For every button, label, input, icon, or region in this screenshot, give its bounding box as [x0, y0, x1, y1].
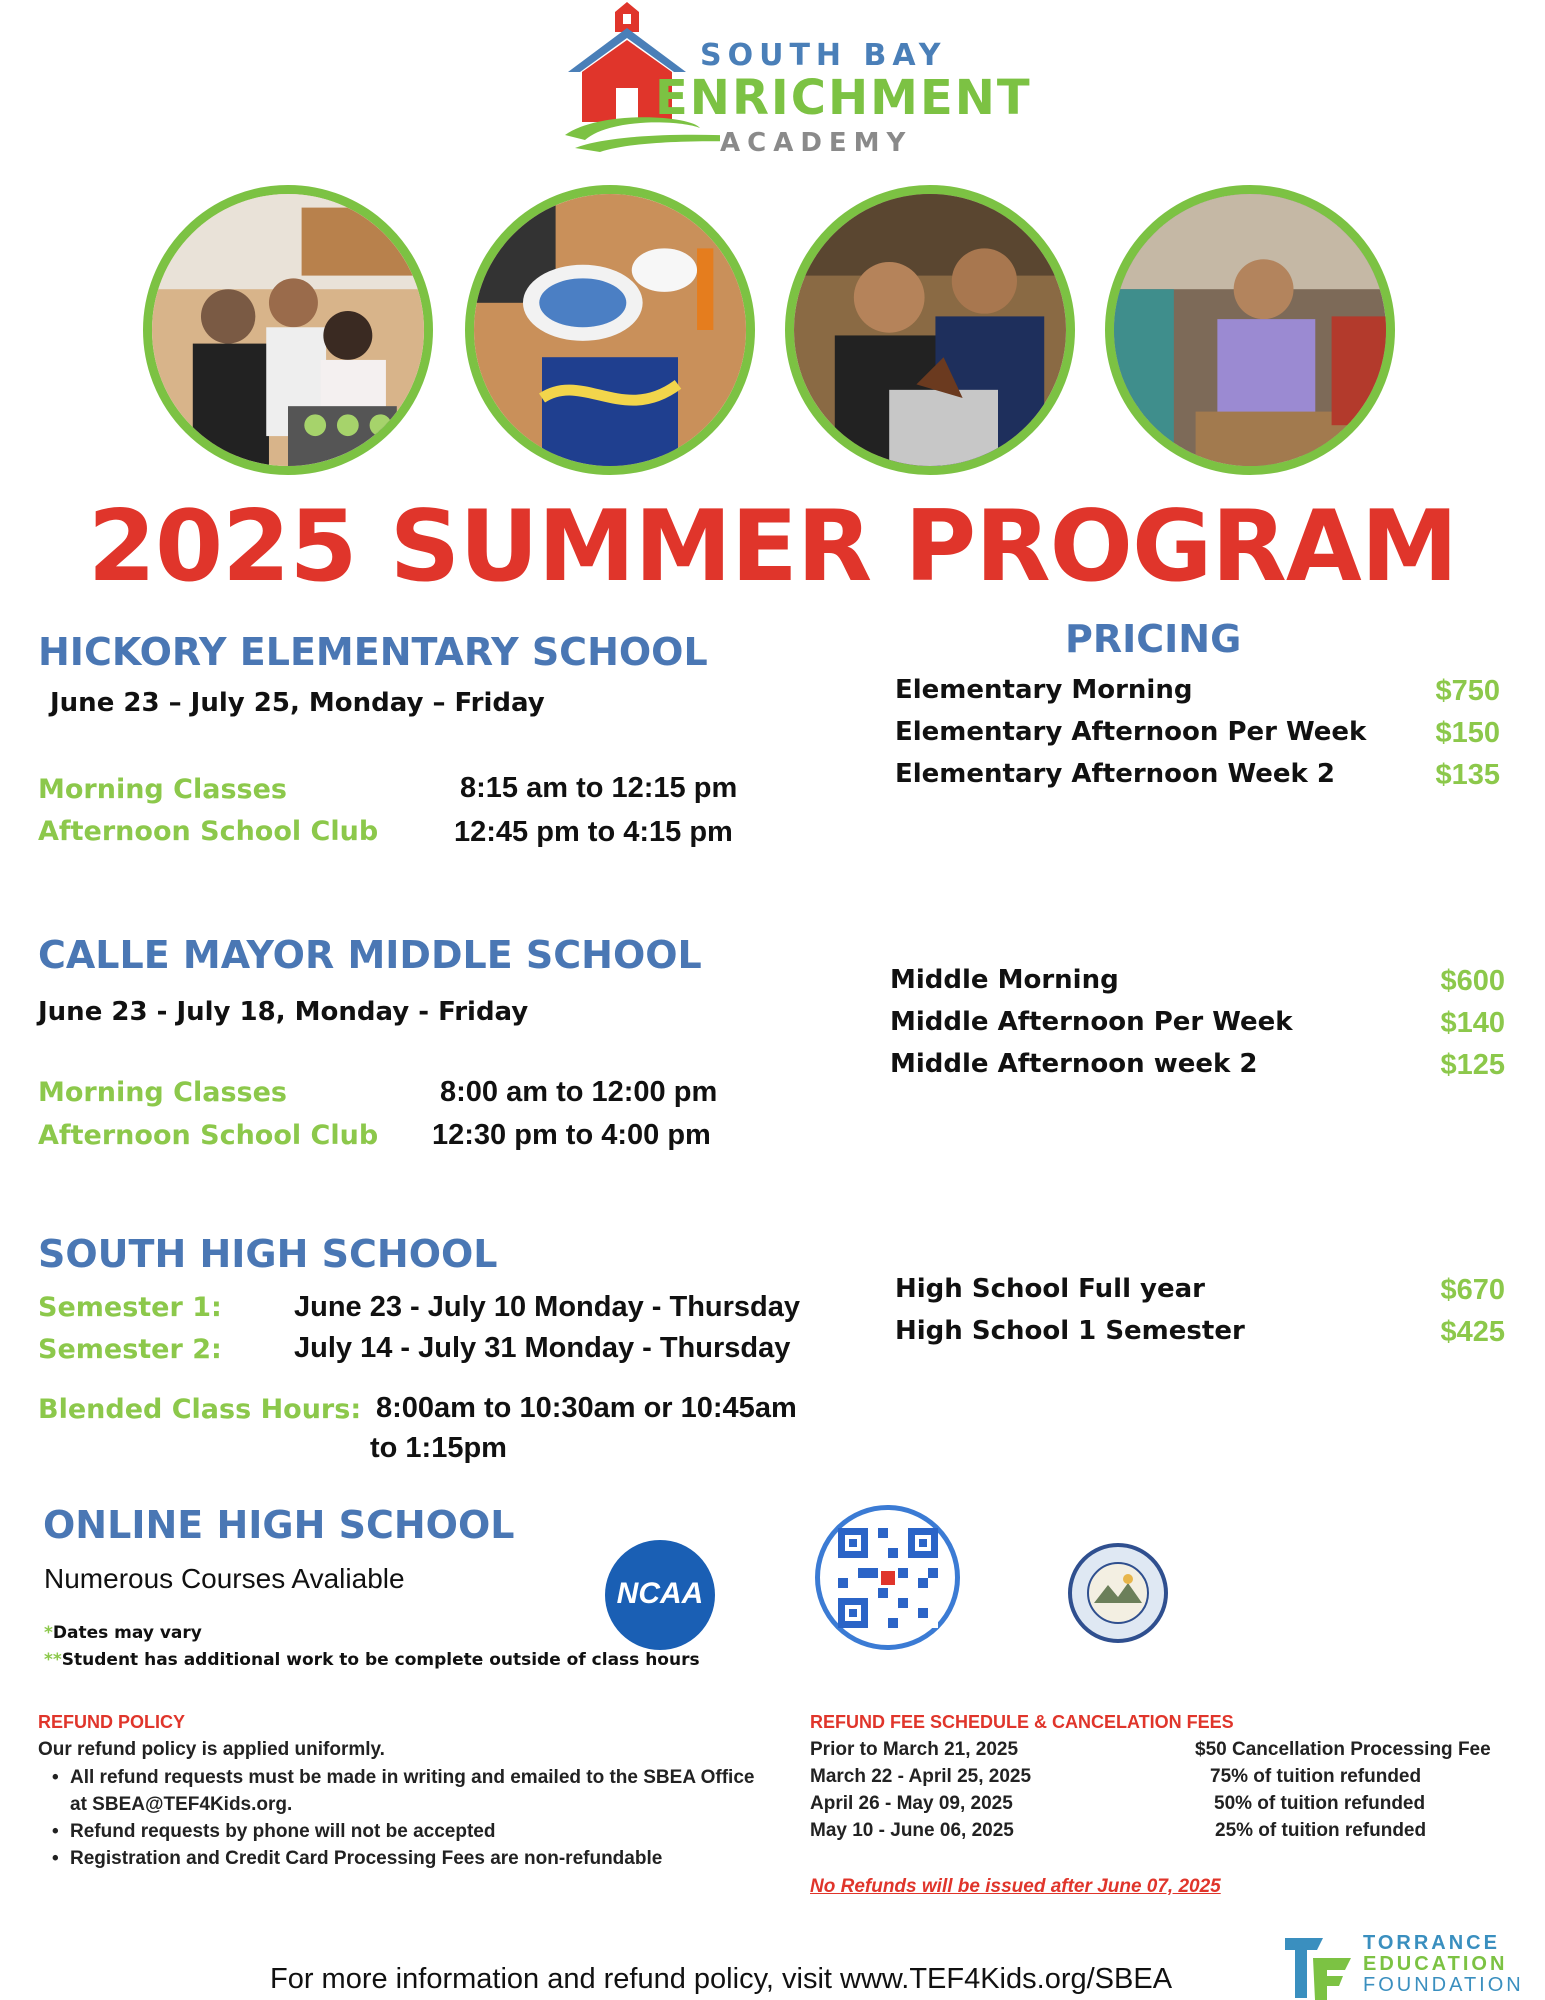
photo-cooking-class [143, 185, 433, 475]
refund-policy-intro: Our refund policy is applied uniformly. [38, 1739, 385, 1760]
refund-bullet [38, 1764, 798, 1818]
price-item-name: High School Full year [895, 1274, 1205, 1304]
footer-info-link[interactable]: For more information and refund policy, visit www.TEF4Kids.org/SBEA [270, 1963, 1173, 1995]
refund-bullet-text: All refund requests must be made in writing and emailed to the SBEA Office [70, 1767, 755, 1788]
refund-bullet [38, 1818, 798, 1845]
ncaa-logo [605, 1540, 715, 1650]
south-heading: SOUTH HIGH SCHOOL [38, 1232, 498, 1276]
note2-mark: ** [44, 1650, 62, 1670]
program-title: 2025 SUMMER PROGRAM [87, 490, 1458, 604]
price-item-value: $425 [1440, 1316, 1505, 1348]
hickory-heading: HICKORY ELEMENTARY SCHOOL [38, 630, 708, 674]
hickory-afternoon-time: 12:45 pm to 4:15 pm [454, 816, 733, 848]
price-item-name: Middle Morning [890, 965, 1119, 995]
calle-afternoon-label: Afternoon School Club [38, 1120, 379, 1151]
price-item-name: High School 1 Semester [895, 1316, 1245, 1346]
note1-mark: * [44, 1623, 53, 1643]
price-item-name: Elementary Morning [895, 675, 1193, 705]
academy-logo [560, 0, 1032, 165]
price-item-value: $125 [1440, 1049, 1505, 1081]
semester2-label: Semester 2: [38, 1334, 222, 1365]
fee-row-fee: 75% of tuition refunded [1210, 1766, 1422, 1787]
fee-row-period: April 26 - May 09, 2025 [810, 1793, 1013, 1814]
ncaa-logo-text: NCAA [616, 1577, 704, 1610]
price-item-value: $750 [1435, 675, 1500, 707]
fee-row-period: March 22 - April 25, 2025 [810, 1766, 1032, 1787]
wasc-seal-graphic [1072, 1547, 1164, 1639]
tef-logo [1283, 1930, 1528, 2000]
note1-text: Dates may vary [52, 1623, 202, 1643]
logo-line-south-bay: SOUTH BAY [700, 38, 947, 73]
photo-science-class [785, 185, 1075, 475]
refund-email: at SBEA@TEF4Kids.org. [70, 1794, 293, 1815]
photo-woodshop-class [1105, 185, 1395, 475]
price-item-value: $670 [1440, 1274, 1505, 1306]
logo-line-enrichment: ENRICHMENT [655, 70, 1032, 126]
refund-bullet-text: Registration and Credit Card Processing Fees are non-refundable [70, 1848, 663, 1869]
price-item-value: $600 [1440, 965, 1505, 997]
hickory-dates: June 23 – July 25, Monday – Friday [50, 688, 545, 718]
photo-art-class [465, 185, 755, 475]
fee-row-fee: 50% of tuition refunded [1214, 1793, 1426, 1814]
refund-bullet-text: Refund requests by phone will not be accepted [70, 1821, 496, 1842]
refund-bullet [38, 1845, 798, 1872]
note-dates-vary [44, 1623, 202, 1643]
hickory-morning-label: Morning Classes [38, 774, 287, 805]
wasc-seal [1068, 1543, 1168, 1643]
semester2-dates: July 14 - July 31 Monday - Thursday [294, 1332, 791, 1364]
calle-morning-label: Morning Classes [38, 1077, 287, 1108]
price-item-name: Middle Afternoon Per Week [890, 1007, 1293, 1037]
semester1-label: Semester 1: [38, 1292, 222, 1323]
fee-row-fee: 25% of tuition refunded [1215, 1820, 1427, 1841]
price-item-name: Middle Afternoon week 2 [890, 1049, 1258, 1079]
refund-policy-heading: REFUND POLICY [38, 1712, 186, 1732]
note-additional-work [44, 1650, 700, 1670]
hickory-morning-time: 8:15 am to 12:15 pm [460, 772, 738, 804]
hickory-afternoon-label: Afternoon School Club [38, 816, 379, 847]
calle-morning-time: 8:00 am to 12:00 pm [440, 1076, 718, 1108]
online-heading: ONLINE HIGH SCHOOL [43, 1503, 515, 1547]
calle-dates: June 23 - July 18, Monday - Friday [38, 997, 529, 1027]
no-refunds-notice: No Refunds will be issued after June 07, 2025 [810, 1876, 1221, 1897]
qr-code-pattern [838, 1528, 938, 1628]
fee-row-period: May 10 - June 06, 2025 [810, 1820, 1014, 1841]
blended-label: Blended Class Hours: [38, 1394, 362, 1425]
price-item-value: $150 [1435, 717, 1500, 749]
semester1-dates: June 23 - July 10 Monday - Thursday [294, 1291, 801, 1323]
tef-line-foundation: FOUNDATION [1363, 1974, 1524, 1996]
qr-code[interactable] [815, 1505, 960, 1650]
tef-mark-icon [1283, 1930, 1353, 2000]
fee-row-fee: $50 Cancellation Processing Fee [1195, 1739, 1491, 1760]
calle-heading: CALLE MAYOR MIDDLE SCHOOL [38, 933, 702, 977]
refund-policy-list [38, 1764, 798, 1872]
price-item-value: $140 [1440, 1007, 1505, 1039]
note2-text: Student has additional work to be complete outside of class hours [61, 1650, 700, 1670]
tef-line-torrance: TORRANCE [1363, 1932, 1500, 1954]
blended-hours-line1: 8:00am to 10:30am or 10:45am [376, 1392, 797, 1424]
price-item-name: Elementary Afternoon Week 2 [895, 759, 1335, 789]
calle-afternoon-time: 12:30 pm to 4:00 pm [432, 1119, 711, 1151]
blended-hours-line2: to 1:15pm [370, 1432, 507, 1464]
price-item-name: Elementary Afternoon Per Week [895, 717, 1367, 747]
tef-line-education: EDUCATION [1363, 1953, 1508, 1975]
fee-row-period: Prior to March 21, 2025 [810, 1739, 1019, 1760]
logo-line-academy: ACADEMY [720, 128, 913, 158]
online-subtitle: Numerous Courses Avaliable [44, 1563, 405, 1594]
pricing-heading: PRICING [1065, 617, 1242, 661]
price-item-value: $135 [1435, 759, 1500, 791]
fee-schedule-heading: REFUND FEE SCHEDULE & CANCELATION FEES [810, 1712, 1234, 1732]
